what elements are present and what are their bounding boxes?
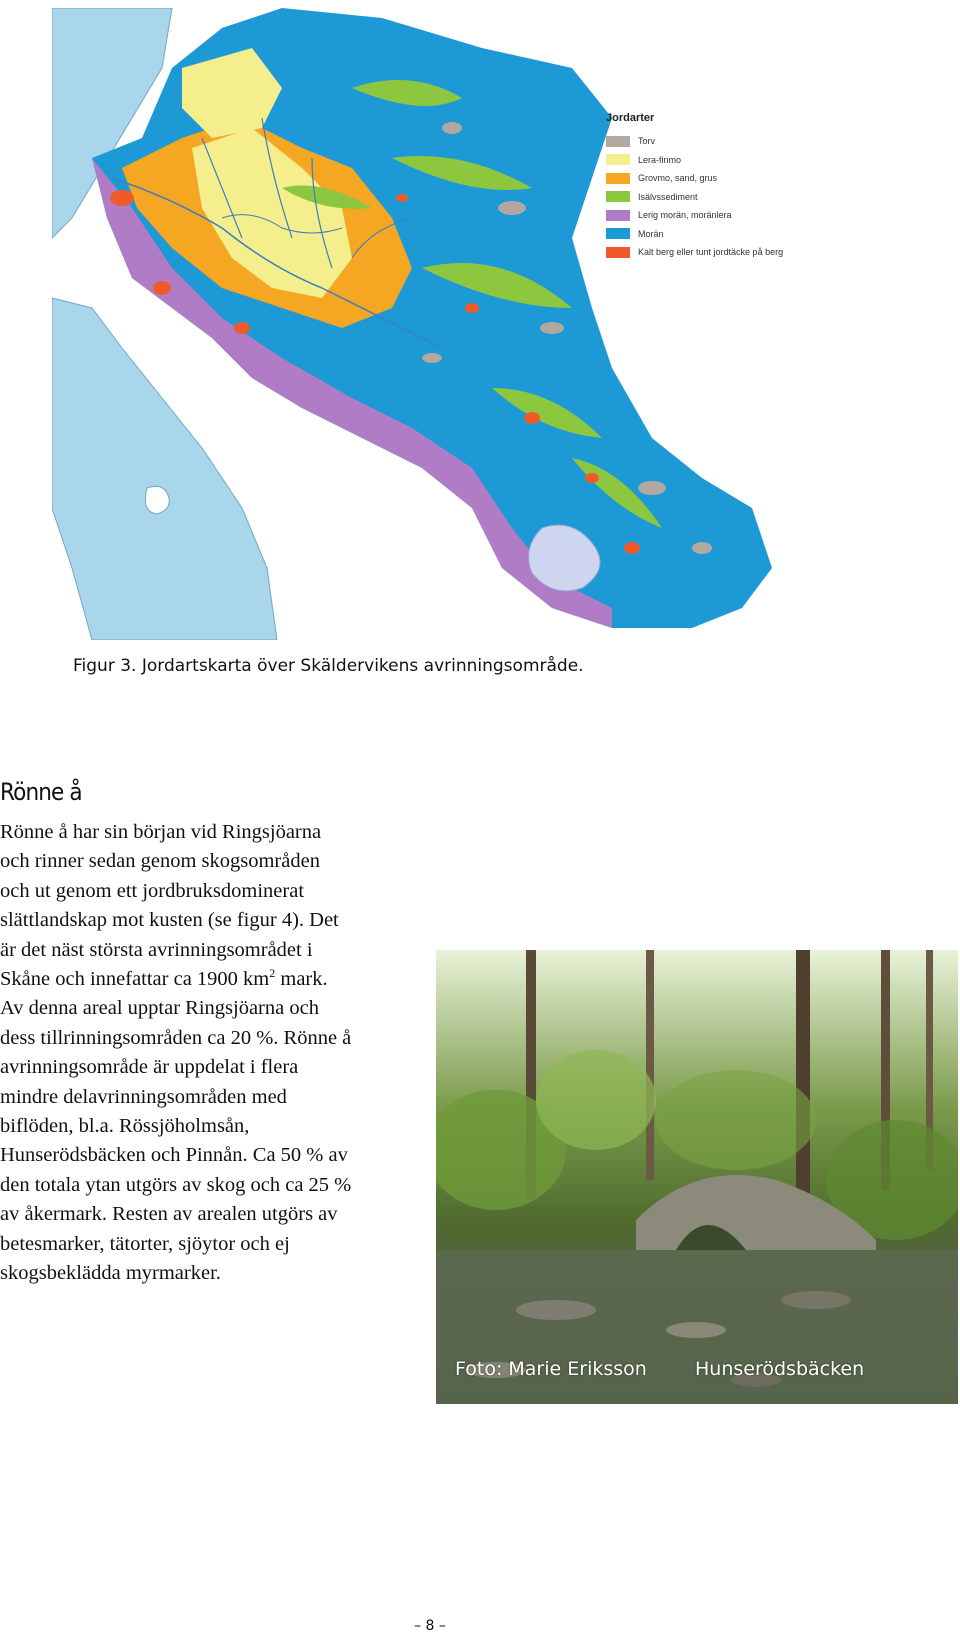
legend-item	[606, 132, 816, 151]
legend-swatch	[606, 173, 630, 184]
legend-swatch	[606, 210, 630, 221]
legend-swatch	[606, 228, 630, 239]
legend-item	[606, 206, 816, 225]
legend-swatch	[606, 247, 630, 258]
photo-credit: Foto: Marie Eriksson	[455, 1358, 647, 1380]
legend-swatch	[606, 154, 630, 165]
legend-item	[606, 151, 816, 170]
legend-title: Jordarter	[606, 112, 655, 124]
legend-item	[606, 169, 816, 188]
section-heading: Rönne å	[0, 778, 82, 806]
body-paragraph	[0, 818, 880, 1289]
legend-item	[606, 225, 816, 244]
map-legend	[606, 112, 816, 262]
legend-label: Lerig morän, moränlera	[638, 210, 732, 221]
legend-label: Isälvssediment	[638, 191, 698, 202]
legend-item	[606, 188, 816, 207]
body-text-part-2: mark. Av denna areal upptar Ringsjöarna och dess tillrinningsområden ca 20 %. Rönne å avrinningsområde är uppdelat i flera mindre delavrinningsområden med biflöden, bl.a. Rössjöholmsån, Hunserödsbäcken och Pinnån. Ca 50 % av den totala ytan utgörs av skog och ca 25 % av åkermark. Resten av arealen utgörs av betesmarker, tätorter, sjöytor och ej skogsbeklädda myrmarker.	[0, 968, 352, 1285]
soil-map-graphic	[52, 8, 796, 640]
legend-label: Grovmo, sand, grus	[638, 173, 718, 184]
page-number: – 8 –	[414, 1618, 446, 1634]
legend-list	[606, 132, 816, 262]
legend-swatch	[606, 136, 630, 147]
superscript-2: 2	[269, 966, 276, 981]
legend-item	[606, 243, 816, 262]
body-text-part-1: Rönne å har sin början vid Ringsjöarna och rinner sedan genom skogsområden och ut genom ett jordbruksdominerat slättlandskap mot kusten (se figur 4). Det är det näst största avrinningsområdet i Skåne och innefattar ca 1900 km	[0, 821, 339, 991]
legend-label: Kalt berg eller tunt jordtäcke på berg	[638, 247, 784, 258]
legend-swatch	[606, 191, 630, 202]
figure-caption: Figur 3. Jordartskarta över Skäldervikens avrinningsområde.	[73, 656, 584, 676]
legend-label: Torv	[638, 136, 656, 147]
legend-label: Lera-finmo	[638, 154, 682, 165]
photo-label: Hunserödsbäcken	[695, 1358, 865, 1380]
legend-label: Morän	[638, 228, 664, 239]
photo-wrap-spacer	[354, 935, 880, 1255]
soil-map	[52, 8, 796, 640]
